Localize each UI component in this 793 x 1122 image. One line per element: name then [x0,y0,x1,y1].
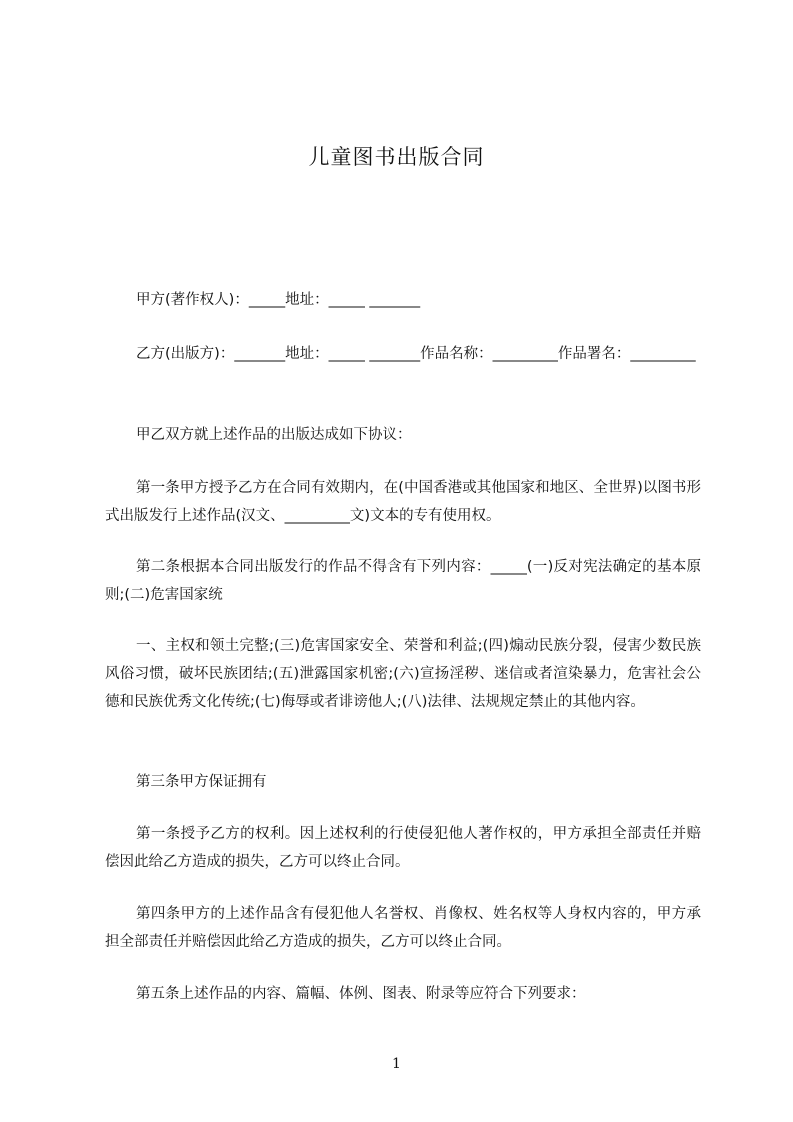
clause-3-continued: 第一条授予乙方的权利。因上述权利的行使侵犯他人著作权的，甲方承担全部责任并赔偿因此给乙方造成的损失，乙方可以终止合同。 [105,826,701,870]
page-number: 1 [392,1056,401,1072]
party-a-line: 甲方(著作权人)：_____地址：_____ _______ [136,292,421,308]
document-title: 儿童图书出版合同 [308,145,485,169]
agreement-intro: 甲乙双方就上述作品的出版达成如下协议： [136,427,412,443]
clause-1: 第一条甲方授予乙方在合同有效期内，在(中国香港或其他国家和地区、全世界)以图书形式出版发行上述作品(汉文、_________文)文本的专有使用权。 [105,480,701,524]
clause-5: 第五条上述作品的内容、篇幅、体例、图表、附录等应符合下列要求： [136,986,586,1002]
clause-2: 第二条根据本合同出版发行的作品不得含有下列内容：_____(一)反对宪法确定的基本原则;(二)危害国家统 [105,559,701,603]
clause-2-continued: 一、主权和领土完整;(三)危害国家安全、荣誉和利益;(四)煽动民族分裂，侵害少数民族风俗习惯，破坏民族团结;(五)泄露国家机密;(六)宣扬淫秽、迷信或者渲染暴力，危害社会公德和民族优秀文化传统;(七)侮辱或者诽谤他人;(八)法律、法规规定禁止的其他内容。 [105,638,701,710]
clause-4: 第四条甲方的上述作品含有侵犯他人名誉权、肖像权、姓名权等人身权内容的，甲方承担全部责任并赔偿因此给乙方造成的损失，乙方可以终止合同。 [105,906,701,950]
clause-3: 第三条甲方保证拥有 [136,774,267,790]
party-b-line: 乙方(出版方)：_______地址：_____ _______作品名称：_________作品署名：_________ [136,346,696,362]
